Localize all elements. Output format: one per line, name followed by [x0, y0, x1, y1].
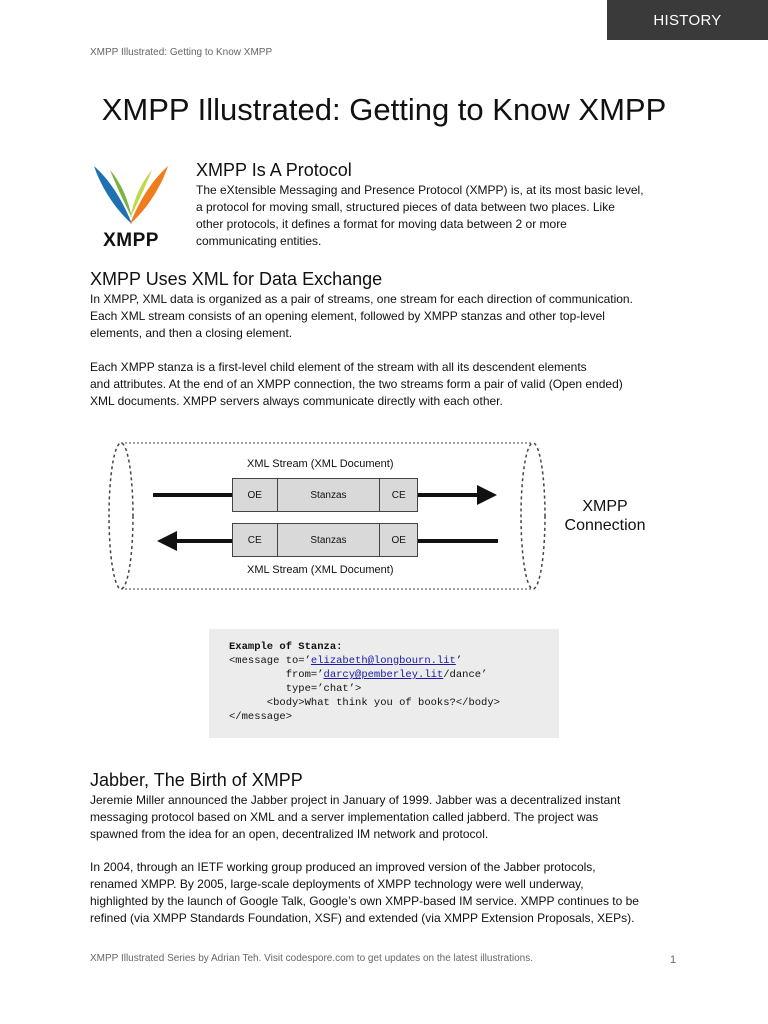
text-line: Each XML stream consists of an opening element, followed by XMPP stanzas and other top-level [90, 309, 605, 323]
text-line: XML documents. XMPP servers always communicate directly with each other. [90, 394, 503, 408]
code-line [229, 654, 539, 668]
stream-stanzas: Stanzas [278, 524, 381, 556]
code-line: <body>What think you of books?</body> [229, 697, 500, 709]
stream-close-element: CE [391, 489, 406, 501]
top-stream-label: XML Stream (XML Document) [247, 458, 394, 470]
stream-open-element: OE [233, 479, 278, 511]
text-line: In 2004, through an IETF working group produced an improved version of the Jabber protocols, [90, 860, 596, 874]
jabber-paragraph-2 [90, 859, 639, 927]
code-text: <message to=’ [229, 655, 311, 667]
connection-label-line: XMPP [582, 498, 628, 515]
xml-paragraph-1 [90, 291, 633, 342]
email-link[interactable]: elizabeth@longbourn.lit [310, 655, 456, 667]
text-line: highlighted by the launch of Google Talk, Google’s own XMPP-based IM service. XMPP continues to be [90, 894, 639, 908]
stream-close-element: CE [233, 524, 278, 556]
stream-open-element: OE [391, 534, 406, 546]
section-heading-protocol: XMPP Is A Protocol [196, 160, 352, 180]
page-number: 1 [670, 954, 677, 966]
text-line: In XMPP, XML data is organized as a pair of streams, one stream for each direction of communication. [90, 292, 633, 306]
code-text: from=’ [229, 669, 324, 681]
logo-wordmark: XMPP [103, 230, 159, 251]
code-line: </message> [229, 711, 293, 723]
email-link[interactable]: darcy@pemberley.lit [323, 669, 444, 681]
code-title: Example of Stanza: [229, 641, 343, 653]
bottom-stream-label: XML Stream (XML Document) [247, 564, 394, 576]
text-line: Jeremie Miller announced the Jabber project in January of 1999. Jabber was a decentralized instant [90, 793, 621, 807]
running-header: XMPP Illustrated: Getting to Know XMPP [90, 47, 273, 58]
text-line: other protocols, it defines a format for moving data between 2 or more [196, 217, 567, 231]
stanza-code-example [209, 629, 559, 738]
bottom-stream-box [232, 523, 418, 557]
connection-label-line: Connection [564, 517, 646, 534]
text-line: elements, and then a closing element. [90, 326, 293, 340]
section-heading-jabber: Jabber, The Birth of XMPP [90, 770, 303, 790]
history-tab[interactable]: HISTORY [607, 0, 768, 40]
text-line: and attributes. At the end of an XMPP connection, the two streams form a pair of valid (Open ended) [90, 377, 623, 391]
text-line: communicating entities. [196, 234, 322, 248]
stream-stanzas: Stanzas [278, 479, 381, 511]
top-stream-box [232, 478, 418, 512]
code-line [229, 668, 539, 682]
text-line: Each XMPP stanza is a first-level child element of the stream with all its descendent elements [90, 360, 587, 374]
text-line: a protocol for moving small, structured pieces of data between two places. Like [196, 200, 615, 214]
xmpp-logo [88, 160, 174, 250]
xmpp-logo-icon [88, 160, 174, 230]
code-text: ’ [455, 655, 463, 667]
page-footer: XMPP Illustrated Series by Adrian Teh. Visit codespore.com to get updates on the latest illustrations. [90, 953, 534, 964]
section-heading-xml: XMPP Uses XML for Data Exchange [90, 269, 383, 289]
connection-label [545, 497, 665, 535]
code-text: /dance’ [443, 669, 488, 681]
page-title: XMPP Illustrated: Getting to Know XMPP [101, 92, 667, 127]
code-line: type=’chat’> [229, 683, 362, 695]
xml-paragraph-2 [90, 359, 623, 410]
jabber-paragraph-1 [90, 792, 620, 843]
text-line: messaging protocol based on XML and a server implementation called jabberd. The project was [90, 810, 599, 824]
text-line: refined (via XMPP Standards Foundation, XSF) and extended (via XMPP Extension Proposals, XEPs). [90, 911, 635, 925]
xmpp-connection-diagram [105, 440, 665, 592]
protocol-paragraph [196, 182, 644, 250]
text-line: The eXtensible Messaging and Presence Protocol (XMPP) is, at its most basic level, [196, 183, 644, 197]
text-line: renamed XMPP. By 2005, large-scale deployments of XMPP technology were well underway, [90, 877, 584, 891]
text-line: spawned from the idea for an open, decentralized IM network and protocol. [90, 827, 489, 841]
